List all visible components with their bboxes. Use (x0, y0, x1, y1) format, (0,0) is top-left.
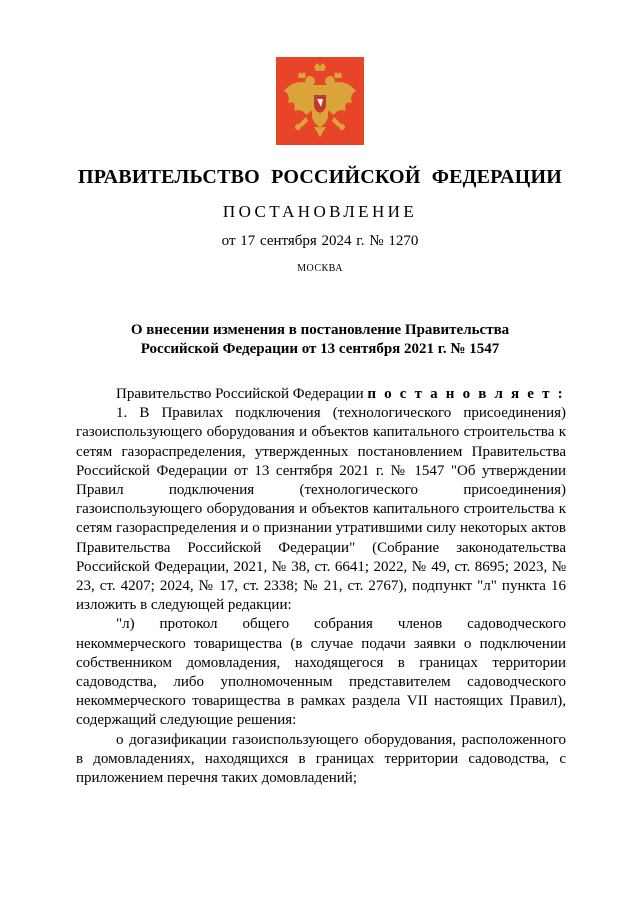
government-title: ПРАВИТЕЛЬСТВО РОССИЙСКОЙ ФЕДЕРАЦИИ (78, 166, 562, 188)
paragraph-1: 1. В Правилах подключения (технологического присоединения) газоиспользующего оборудования и объектов капитального строительства к сетям газораспределения, утвержденных постановлением Правительства Российской Федерации от 13 сентября 2021 г. № 1547 "Об утверждении Правил подключения (технологического присоединения) газоиспользующего оборудования и объектов капитального строительства к сетям газораспределения и о признании утратившими силу некоторых актов Правительства Российской Федерации" (Собрание законодательства Российской Федерации, 2021, № 38, ст. 6641; 2022, № 49, ст. 8695; 2023, № 23, ст. 4207; 2024, № 17, ст. 2338; № 21, ст. 2767), подпункт "л" пункта 16 изложить в следующей редакции: (76, 405, 566, 614)
paragraph-3: о догазификации газоиспользующего оборудования, расположенного в домовладениях, находящихся в границах территории садоводства, с приложением перечня таких домовладений; (76, 731, 566, 787)
preamble-lead: Правительство Российской Федерации (116, 386, 368, 402)
paragraph-2: "л) протокол общего собрания членов садоводческого некоммерческого товарищества (в случае подачи заявки о подключении собственником домовладения, находящегося в границах территории садоводства, либо уполномоченным представителем садоводческого некоммерческого товарищества в рамках раздела VII настоящих Правил), содержащий следующие решения: (76, 616, 566, 729)
document-place: МОСКВА (297, 263, 343, 274)
preamble-verb: п о с т а н о в л я е т : (367, 386, 565, 402)
document-body (76, 385, 566, 788)
document-type: ПОСТАНОВЛЕНИЕ (222, 202, 418, 221)
document-subject (60, 321, 580, 359)
paragraph-preamble (76, 385, 566, 404)
subject-line-1: О внесении изменения в постановление Правительства (130, 322, 510, 338)
subject-line-2: Российской Федерации от 13 сентября 2021 г. № 1547 (140, 341, 500, 357)
coat-of-arms-icon (276, 57, 364, 145)
document-date-number: от 17 сентября 2024 г. № 1270 (221, 233, 419, 249)
